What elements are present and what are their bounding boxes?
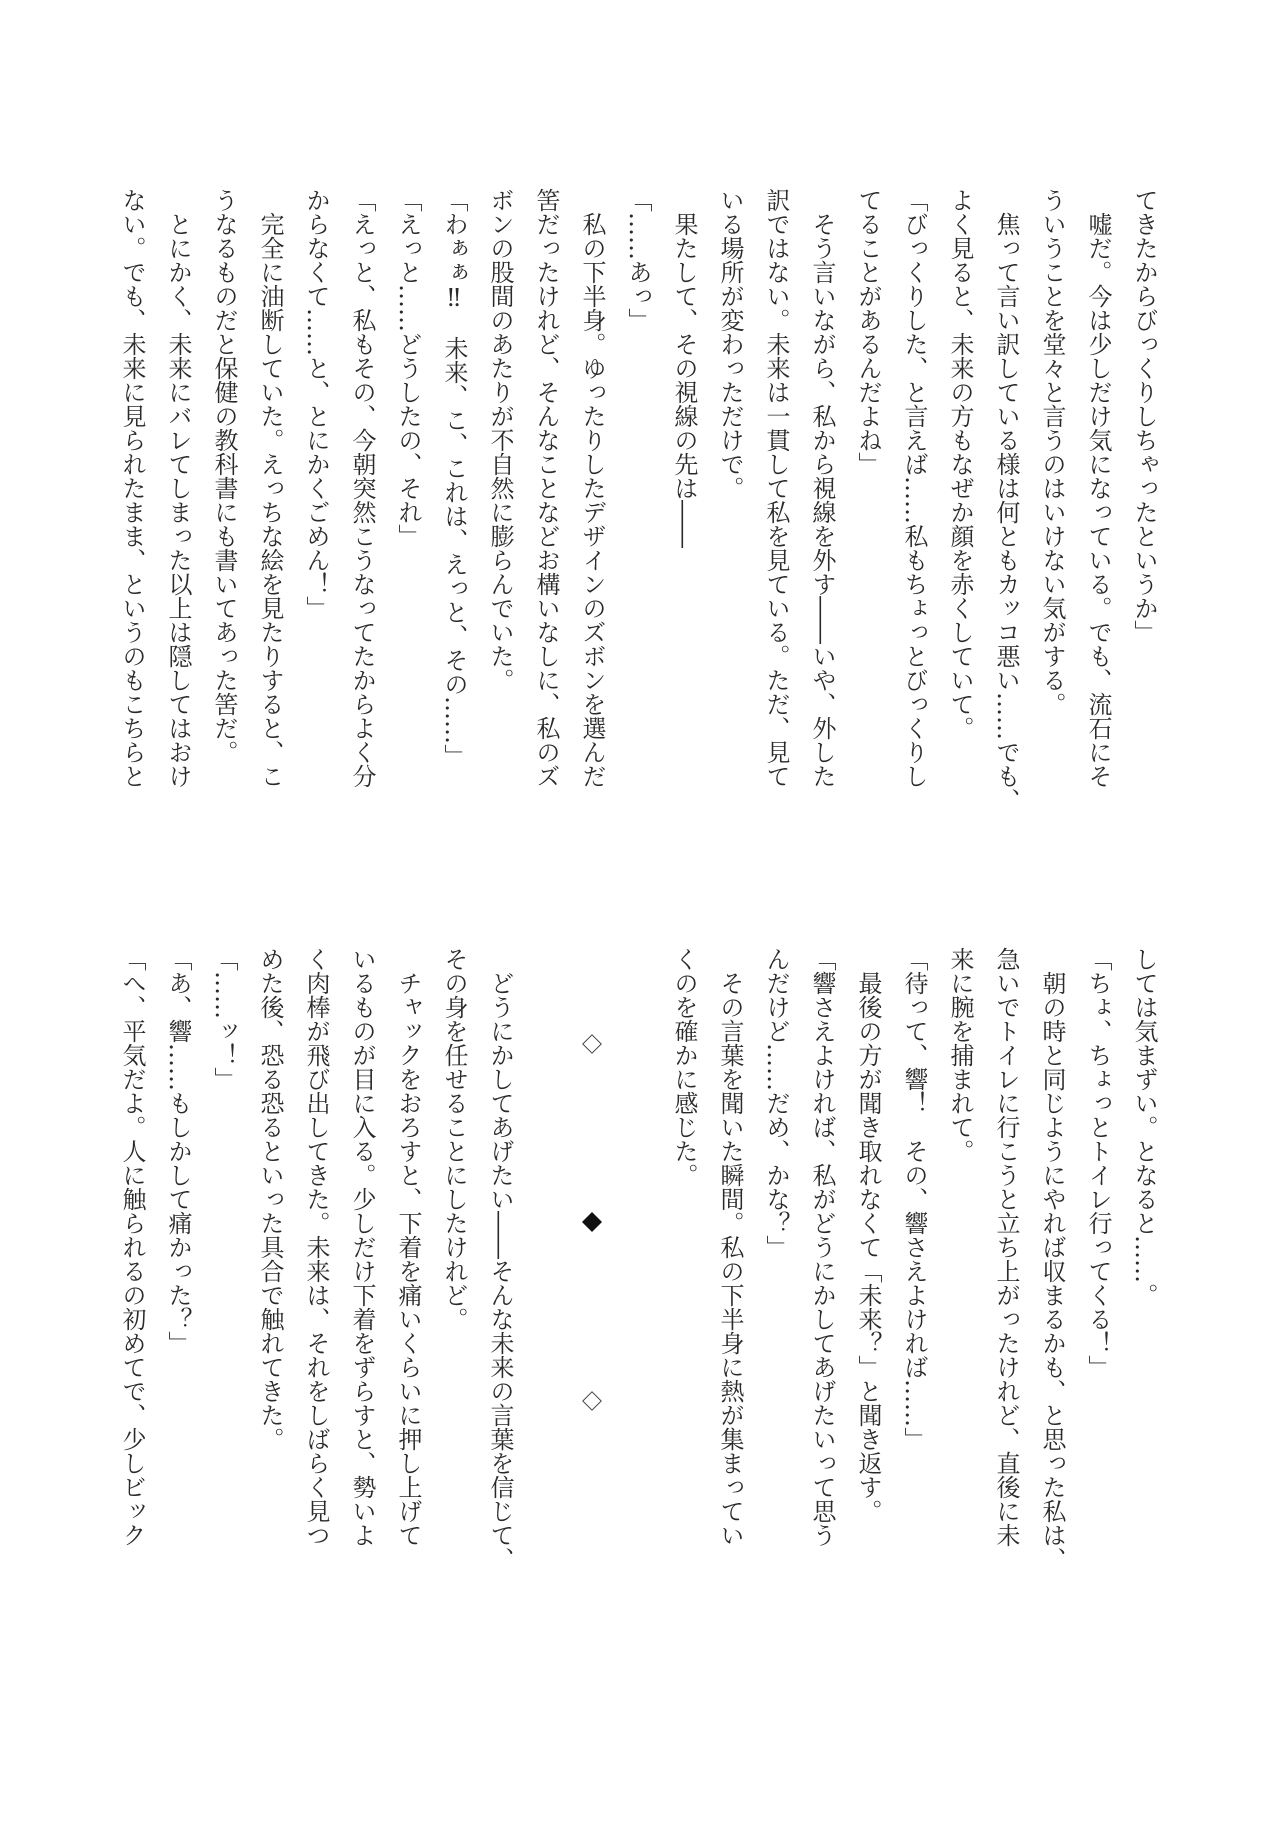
text-line: よく見ると、未来の方もなぜか顔を赤くしていて。 — [946, 188, 974, 740]
text-line: からなくて……と、とにかくごめん！」 — [302, 188, 330, 620]
text-block-bottom — [109, 947, 1167, 1647]
text-line: 最後の方が聞き取れなくて「未来？」と聞き返す。 — [854, 947, 882, 1523]
text-line: とにかく、未来にバレてしまった以上は隠してはおけ — [164, 188, 192, 788]
text-line: その身を任せることにしたけれど。 — [440, 947, 468, 1331]
text-line: 「……ッ！」 — [210, 947, 238, 1091]
text-line: 筈だったけれど、そんなことなどお構いなしに、私のズ — [532, 188, 560, 788]
section-break-ornament — [569, 947, 615, 1647]
hollow-diamond-icon — [582, 1391, 602, 1411]
blank-line — [523, 947, 569, 1647]
text-line: しては気まずい。となると……。 — [1130, 947, 1158, 1307]
text-line: そう言いながら、私から視線を外す――いや、外した — [808, 188, 836, 788]
text-line: てきたからびっくりしちゃったというか」 — [1130, 188, 1158, 644]
text-line: 「えっと、私もその、今朝突然こうなってたからよく分 — [348, 188, 376, 788]
text-line: ういうことを堂々と言うのはいけない気がする。 — [1038, 188, 1066, 716]
text-line: めた後、恐る恐るといった具合で触れてきた。 — [256, 947, 284, 1451]
text-line: その言葉を聞いた瞬間。私の下半身に熱が集まってい — [716, 947, 744, 1547]
text-line: 「ちょ、ちょっとトイレ行ってくる！」 — [1084, 947, 1112, 1379]
text-line: てることがあるんだよね」 — [854, 188, 882, 476]
text-line: 焦って言い訳している様は何ともカッコ悪い……でも、 — [992, 188, 1020, 812]
text-line: 「響さえよければ、私がどうにかしてあげたいって思う — [808, 947, 836, 1547]
text-line: 急いでトイレに行こうと立ち上がったけれど、直後に未 — [992, 947, 1020, 1547]
text-line: 来に腕を捕まれて。 — [946, 947, 974, 1163]
text-line: 完全に油断していた。えっちな絵を見たりすると、こ — [256, 188, 284, 788]
text-line: ない。でも、未来に見られたまま、というのもこちらと — [118, 188, 146, 788]
text-line: 「あ、響……もしかして痛かった？」 — [164, 947, 192, 1355]
text-line: チャックをおろすと、下着を痛いくらいに押し上げて — [394, 947, 422, 1547]
text-line: 「わぁぁ‼ 未来、こ、これは、えっと、その……」 — [440, 188, 468, 768]
hollow-diamond-icon — [582, 1034, 602, 1054]
text-line: いるものが目に入る。少しだけ下着をずらすと、勢いよ — [348, 947, 376, 1547]
text-line: 朝の時と同じようにやれば収まるかも、と思った私は、 — [1038, 947, 1066, 1571]
text-line: く肉棒が飛び出してきた。未来は、それをしばらく見つ — [302, 947, 330, 1547]
text-line: 「へ、平気だよ。人に触られるの初めてで、少しビック — [118, 947, 146, 1547]
text-line: 嘘だ。今は少しだけ気になっている。でも、流石にそ — [1084, 188, 1112, 788]
text-line: いる場所が変わっただけで。 — [716, 188, 744, 500]
text-line: うなるものだと保健の教科書にも書いてあった筈だ。 — [210, 188, 238, 764]
text-line: 「待って、響！ その、響さえよければ……」 — [900, 947, 928, 1451]
text-line: 訳ではない。未来は一貫して私を見ている。ただ、見て — [762, 188, 790, 788]
text-block-top — [109, 188, 1167, 888]
solid-diamond-icon — [582, 1212, 602, 1232]
text-line: 「びっくりした、と言えば……私もちょっとびっくりし — [900, 188, 928, 788]
text-line: んだけど……だめ、かな？」 — [762, 947, 790, 1259]
blank-line — [615, 947, 661, 1647]
text-line: 果たして、その視線の先は―― — [670, 188, 698, 548]
text-line: くのを確かに感じた。 — [670, 947, 698, 1187]
text-line: 「……あっ」 — [624, 188, 652, 332]
text-line: どうにかしてあげたい――そんな未来の言葉を信じて、 — [486, 947, 514, 1571]
text-line: 「えっと……どうしたの、それ」 — [394, 188, 422, 548]
text-line: 私の下半身。ゆったりしたデザインのズボンを選んだ — [578, 188, 606, 788]
text-line: ボンの股間のあたりが不自然に膨らんでいた。 — [486, 188, 514, 692]
